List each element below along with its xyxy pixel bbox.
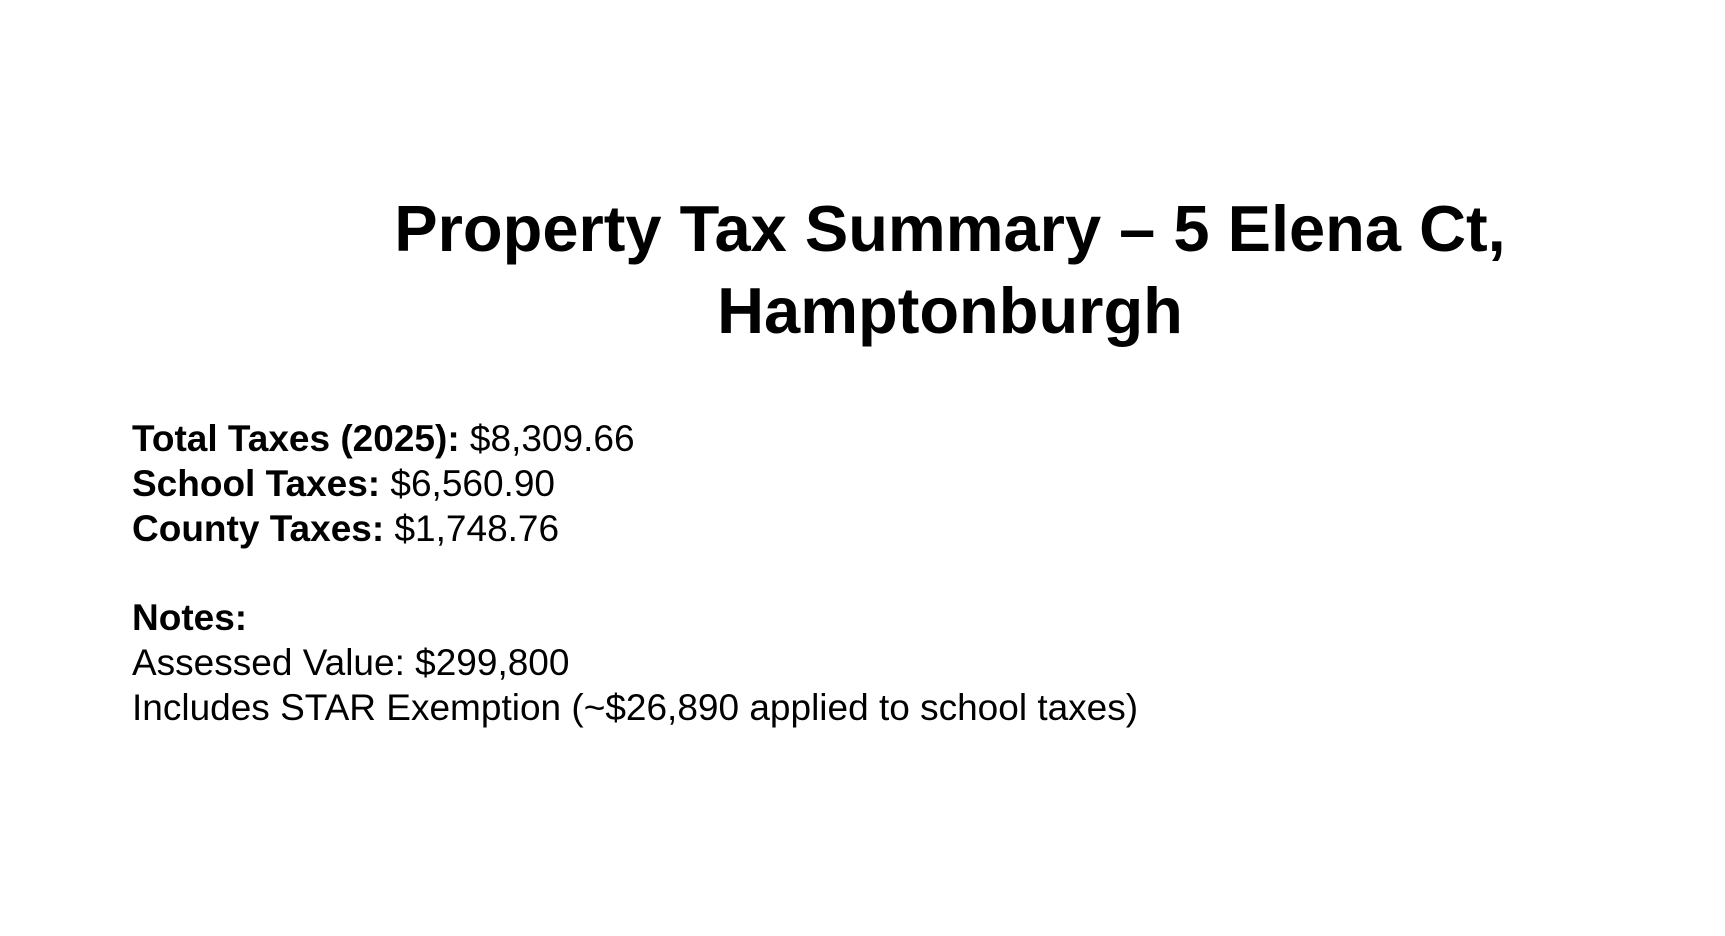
notes-section — [132, 595, 1138, 730]
school-taxes-row — [132, 461, 635, 506]
school-taxes-value: $6,560.90 — [390, 463, 555, 504]
star-exemption-note: Includes STAR Exemption (~$26,890 applied to school taxes) — [132, 687, 1139, 728]
title-line-1: Property Tax Summary – 5 Elena Ct, — [394, 192, 1506, 265]
total-taxes-label: Total Taxes (2025): — [132, 418, 460, 459]
county-taxes-label: County Taxes: — [132, 508, 385, 549]
title-line-2: Hamptonburgh — [717, 274, 1183, 347]
county-taxes-value: $1,748.76 — [394, 508, 560, 549]
school-taxes-label: School Taxes: — [132, 463, 381, 504]
total-taxes-row — [132, 416, 635, 461]
page-title — [300, 188, 1600, 352]
assessed-value-note: Assessed Value: $299,800 — [132, 642, 570, 683]
tax-summary — [132, 416, 635, 551]
notes-heading: Notes: — [132, 597, 248, 638]
total-taxes-value: $8,309.66 — [469, 418, 635, 459]
county-taxes-row — [132, 506, 635, 551]
